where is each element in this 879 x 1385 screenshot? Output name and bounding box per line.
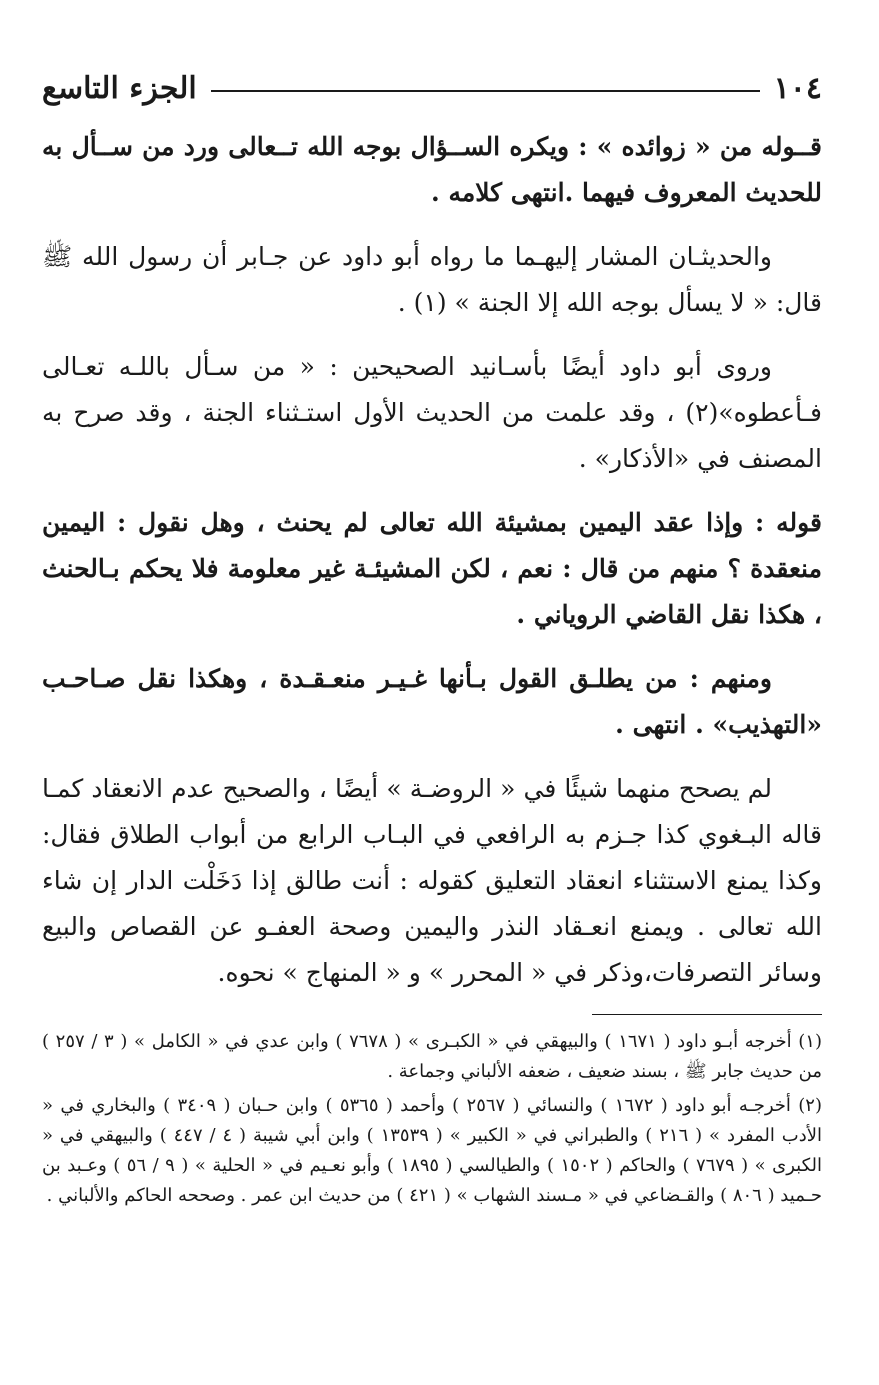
footnote-1: (١) أخرجه أبـو داود ( ١٦٧١ ) والبيهقي في « الكبـرى » ( ٧٦٧٨ ) وابن عدي في « الكامل » ( ٣ / ٢٥٧ ) من حديث جابر ﷺ ، بسند ضعيف ، ضعفه الألباني وجماعة . (42, 1031, 822, 1082)
footnote-separator (592, 1014, 822, 1015)
paragraph-6: لم يصحح منهما شيئًا في « الروضـة » أيضًا ، والصحيح عدم الانعقاد كمـا قاله البـغوي كذا جـزم به الرافعي في البـاب الرابع من أبواب الطلاق فقال: وكذا يمنع الاستثناء انعقاد التعليق كقوله : أنت طالق إذا دَخَلْت الدار إن شاء الله تعالى . ويمنع انعـقاد النذر واليمين وصحة العفـو عن القصاص والبيع وسائر التصرفات،وذكر في « المحرر » و « المنهاج » نحوه. (42, 774, 822, 987)
page-number: ١٠٤ (773, 70, 822, 106)
part-title: الجزء التاسع (42, 70, 197, 106)
paragraph-3: وروى أبو داود أيضًا بأسـانيد الصحيحين : « من سـأل باللـه تعـالى فـأعطوه»(٢) ، وقد علمت من الحديث الأول استـثناء الجنة ، وقد صرح به المصنف في «الأذكار» . (42, 352, 822, 473)
header-rule (211, 90, 760, 92)
paragraph-4: قوله : وإذا عقد اليمين بمشيئة الله تعالى لم يحنث ، وهل نقول : اليمين منعقدة ؟ منهم من قال : نعم ، لكن المشيئـة غير معلومة فلا يحكم بـالحنث ، هكذا نقل القاضي الروياني . (42, 508, 822, 629)
paragraph-5: ومنهم : من يطلـق القول بـأنها غـيـر منعـقـدة ، وهكذا نقل صـاحـب «التهذيب» . انتهى . (42, 664, 822, 739)
paragraph-1: قــوله من « زوائده » : ويكره الســؤال بوجه الله تــعالى ورد من ســأل به للحديث المعروف فيهما .انتهى كلامه . (42, 132, 822, 207)
footnote-2: (٢) أخرجـه أبو داود ( ١٦٧٢ ) والنسائي ( ٢٥٦٧ ) وأحمد ( ٥٣٦٥ ) وابن حـبان ( ٣٤٠٩ ) والبخاري في « الأدب المفرد » ( ٢١٦ ) والطبراني في « الكبير » ( ١٣٥٣٩ ) وابن أبي شيبة ( ٤ / ٤٤٧ ) والبيهقي في « الكبرى » ( ٧٦٧٩ ) والحاكم ( ١٥٠٢ ) والطيالسي ( ١٨٩٥ ) وأبو نعـيم في « الحلية » ( ٩ / ٥٦ ) وعـبد بن حـميد ( ٨٠٦ ) والقـضاعي في « مـسند الشهاب » ( ٤٢١ ) من حديث ابن عمر . وصححه الحاكم والألباني . (42, 1095, 823, 1206)
book-page (42, 58, 822, 1215)
paragraph-2: والحديثـان المشار إليهـما ما رواه أبو داود عن جـابر أن رسول الله ﷺ قال: « لا يسأل بوجه الله إلا الجنة » (١) . (42, 242, 822, 317)
page-header (42, 58, 822, 118)
